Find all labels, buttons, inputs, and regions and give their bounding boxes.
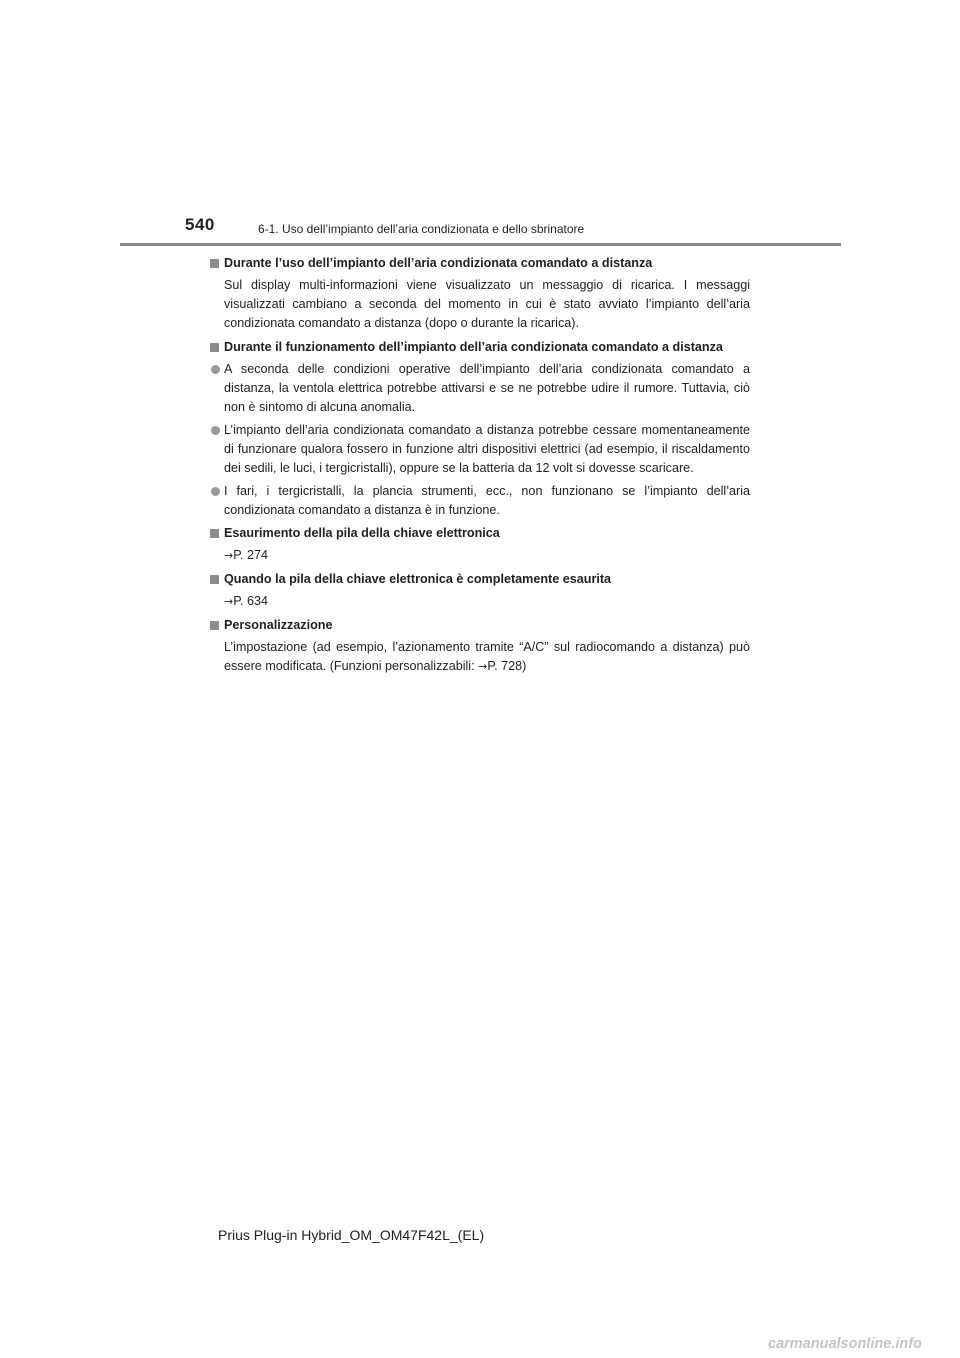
page-number: 540 — [185, 215, 215, 234]
section-key-battery-depletion — [210, 524, 750, 565]
page-reference[interactable]: →P. 274 — [224, 548, 269, 562]
round-bullet-icon — [211, 365, 220, 374]
footer-document-id: Prius Plug-in Hybrid_OM_OM47F42L_(EL) — [218, 1227, 485, 1243]
arrow-right-icon: → — [224, 549, 234, 562]
section-remote-ac-operation — [210, 338, 750, 520]
section-heading: Durante il funzionamento dell’impianto dell’aria condizionata comandato a distanza — [210, 338, 750, 357]
section-heading: Quando la pila della chiave elettronica è completamente esaurita — [210, 570, 750, 589]
page-reference[interactable]: →P. 634 — [224, 594, 269, 608]
section-personalization — [210, 616, 750, 676]
page-reference[interactable]: P. 728) — [487, 659, 527, 673]
page-header — [0, 0, 960, 250]
list-item: L’impianto dell’aria condizionata comandato a distanza potrebbe cessare momentaneamente di funzionare qualora fossero in funzione altri dispositivi elettrici (ad esempio, il riscaldamento dei sedili, le luci, i tergicristalli), oppure se la batteria da 12 volt si dovesse scaricare. — [210, 421, 750, 478]
square-bullet-icon — [210, 621, 219, 630]
section-paragraph: Sul display multi-informazioni viene visualizzato un messaggio di ricarica. I messaggi visualizzati cambiano a seconda del momento in cui è stato avviato l’impianto dell’aria condizionata comandato a distanza (dopo o durante la ricarica). — [224, 278, 750, 330]
arrow-right-icon: → — [224, 595, 234, 608]
arrow-right-icon: → — [478, 660, 488, 673]
square-bullet-icon — [210, 259, 219, 268]
watermark: carmanualsonline.info — [768, 1336, 922, 1352]
section-heading: Personalizzazione — [210, 616, 750, 635]
section-heading: Esaurimento della pila della chiave elettronica — [210, 524, 750, 543]
square-bullet-icon — [210, 575, 219, 584]
section-heading: Durante l’uso dell’impianto dell’aria condizionata comandato a distanza — [210, 254, 750, 273]
round-bullet-icon — [211, 426, 220, 435]
section-title: 6-1. Uso dell’impianto dell’aria condizionata e dello sbrinatore — [258, 222, 585, 236]
section-key-battery-exhausted — [210, 570, 750, 611]
list-item: I fari, i tergicristalli, la plancia strumenti, ecc., non funzionano se l’impianto dell’aria condizionata comandato a distanza è in funzione. — [210, 482, 750, 520]
square-bullet-icon — [210, 343, 219, 352]
square-bullet-icon — [210, 529, 219, 538]
round-bullet-icon — [211, 487, 220, 496]
list-item: A seconda delle condizioni operative dell’impianto dell’aria condizionata comandato a distanza, la ventola elettrica potrebbe attivarsi e se ne potrebbe udire il rumore. Tuttavia, ciò non è sintomo di alcuna anomalia. — [210, 360, 750, 417]
header-divider — [120, 243, 841, 246]
section-paragraph: L’impostazione (ad esempio, l’azionamento tramite “A/C” sul radiocomando a distanza) può essere modificata. (Funzioni personalizzabili: →P. 728) — [224, 640, 750, 673]
section-remote-ac-use — [210, 254, 750, 333]
main-content — [210, 254, 750, 681]
